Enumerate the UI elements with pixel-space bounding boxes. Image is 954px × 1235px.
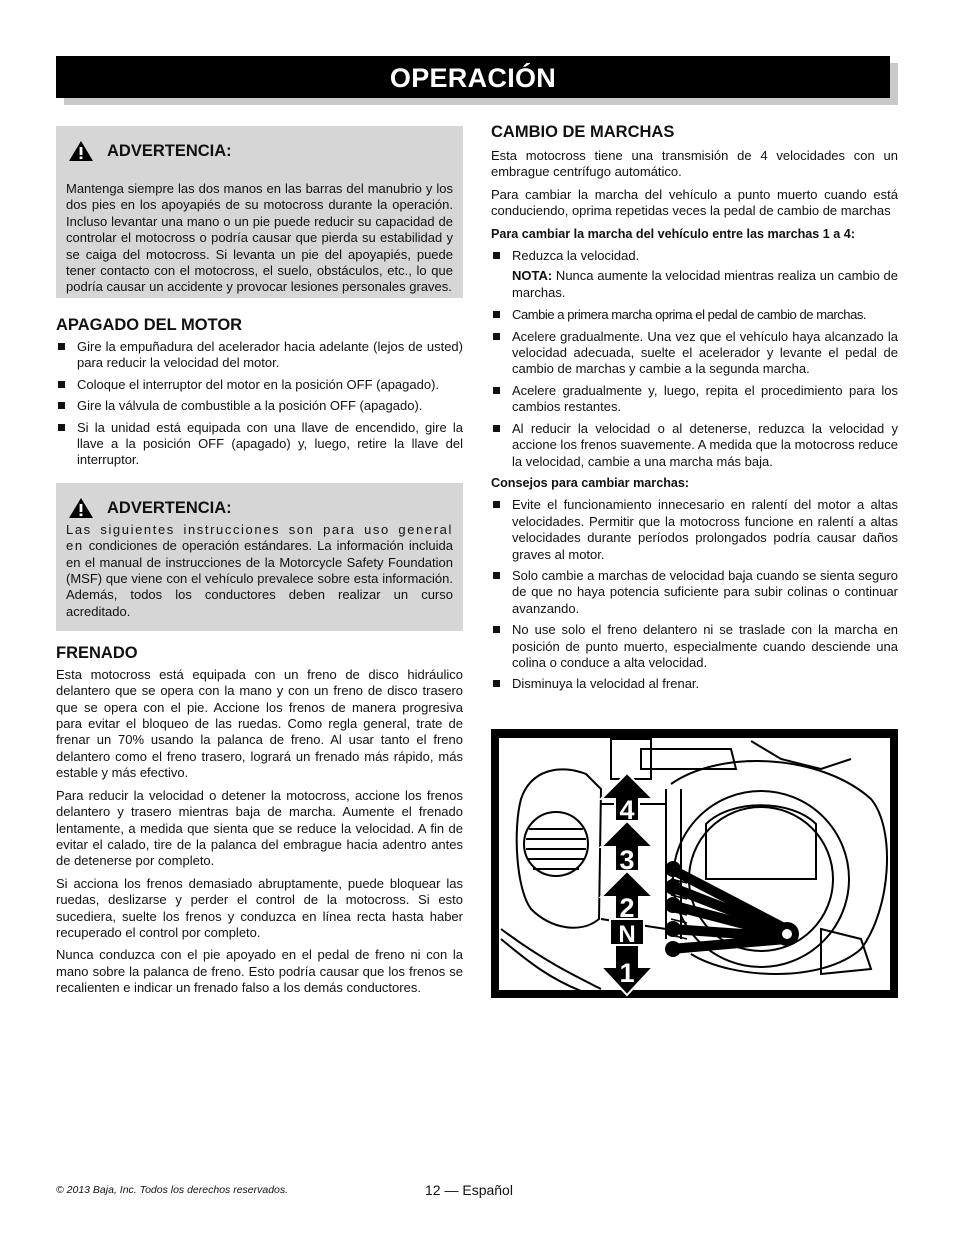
list-item: Acelere gradualmente y, luego, repita el procedimiento para los cambios restantes. (491, 383, 898, 416)
warning-label: ADVERTENCIA: (107, 498, 232, 517)
page-number: 12 — Español (425, 1182, 513, 1198)
apagado-list (56, 339, 463, 469)
warning-header (66, 497, 453, 519)
copyright: © 2013 Baja, Inc. Todos los derechos reservados. (56, 1184, 289, 1196)
list-item: Si la unidad está equipada con una llave de encendido, gire la llave a la posición OFF (apagado) y, luego, retire la llave del interruptor. (56, 420, 463, 469)
warning-text: Mantenga siempre las dos manos en las barras del manubrio y los dos pies en los apoyapiés de su motocross durante la operación. Incluso levantar una mano o un pie puede reducir su capacidad de controlar el motocross o podría causar que pierda su estabilidad y se caiga del motocross. Si levanta un pie del apoyapiés, puede tener contacto con el motocross, el suelo, obstáculos, etc., lo que podría causar un accidente y provocar lesiones personales graves. (66, 181, 453, 295)
list-item: Al reducir la velocidad o al detenerse, reduzca la velocidad y accione los frenos suavemente. A medida que la motocross reduce la velocidad, cambie a una marcha más baja. (491, 421, 898, 470)
right-column (491, 122, 898, 698)
warning-text-line1: Las siguientes instrucciones son para uso general en (66, 521, 453, 554)
subheading-consejos: Consejos para cambiar marchas: (491, 475, 690, 490)
list-item: Acelere gradualmente. Una vez que el vehículo haya alcanzado la velocidad adecuada, suelte el acelerador y levante el pedal de cambio de marchas y cambie a la segunda marcha. (491, 329, 898, 378)
warning-triangle-icon (68, 140, 94, 162)
warning-box-hands (56, 126, 463, 298)
cambio-paragraph: Para cambiar la marcha del vehículo a punto muerto cuando está conduciendo, oprima repetidas veces la pedal de cambio de marchas (491, 186, 898, 219)
list-item: No use solo el freno delantero ni se traslade con la marcha en posición de punto muerto, especialmente cuando desciende una colina o conduce a alta velocidad. (491, 622, 898, 671)
warning-header (66, 140, 453, 162)
list-item: Evite el funcionamiento innecesario en ralentí del motor a altas velocidades. Permitir que la motocross funcione en ralentí a altas velocidades durante períodos prolongados podría causar daños graves al motor. (491, 497, 898, 563)
gear-label: 3 (619, 845, 635, 875)
warning-text-rest: condiciones de operación estándares. La información incluida en el manual de instrucciones de la Motorcycle Safety Foundation (MSF) que viene con el vehículo prevalece sobre esta información. Además, todos los conductores deben realizar un curso acreditado. (66, 538, 453, 619)
gear-label: 2 (619, 893, 635, 923)
page-title: OPERACIÓN (56, 56, 890, 98)
frenado-paragraph: Si acciona los frenos demasiado abruptamente, puede bloquear las ruedas, deslizarse y perder el control de la motocross. Si esto sucediera, suelte los frenos y conduzca en línea recta hasta haber recuperado el control por completo. (56, 875, 463, 940)
list-item: Cambie a primera marcha oprima el pedal de cambio de marchas. (491, 307, 898, 323)
list-item: Disminuya la velocidad al frenar. (491, 676, 898, 692)
cambio-steps (491, 307, 898, 470)
list-item: Gire la válvula de combustible a la posición OFF (apagado). (56, 398, 463, 414)
list-item: Coloque el interruptor del motor en la posición OFF (apagado). (56, 377, 463, 393)
gear-shift-drawing (491, 729, 898, 998)
section-heading-cambio: CAMBIO DE MARCHAS (491, 123, 675, 141)
note (512, 268, 898, 301)
warning-box-general (56, 483, 463, 631)
cambio-list (491, 248, 898, 264)
gear-label: 4 (619, 795, 635, 825)
frenado-paragraph: Nunca conduzca con el pie apoyado en el pedal de freno ni con la mano sobre la palanca de freno. Esto podría causar que los frenos se recalienten e indicar un frenado falso a los demás conductores. (56, 947, 463, 996)
warning-triangle-icon (68, 497, 94, 519)
frenado-paragraph: Esta motocross está equipada con un freno de disco hidráulico delantero que se opera con la mano y con un freno de disco trasero que se opera con el pie. Accione los frenos de manera progresiva para evitar el bloqueo de las ruedas. Como regla general, trate de frenar un 70% usando la palanca de freno. Al usar tanto el freno delantero como el freno trasero, logrará un frenado más rápido, más estable y más efectivo. (56, 666, 463, 781)
left-column (56, 126, 463, 1003)
tips-list (491, 497, 898, 692)
cambio-paragraph: Esta motocross tiene una transmisión de 4 velocidades con un embrague centrífugo automático. (491, 148, 898, 180)
gear-label: 1 (619, 958, 635, 988)
subheading-marchas: Para cambiar la marcha del vehículo entre las marchas 1 a 4: (491, 226, 856, 241)
gear-shift-illustration (491, 729, 898, 998)
warning-text (66, 522, 453, 620)
warning-label: ADVERTENCIA: (107, 141, 232, 160)
note-text: Nunca aumente la velocidad mientras realiza un cambio de marchas. (512, 268, 898, 300)
gear-label: N (618, 921, 636, 948)
list-item: Solo cambie a marchas de velocidad baja cuando se sienta seguro de que no haya potencia suficiente para subir colinas o continuar avanzando. (491, 568, 898, 617)
section-heading-apagado: APAGADO DEL MOTOR (56, 316, 243, 334)
section-heading-frenado: FRENADO (56, 643, 138, 662)
list-item: Gire la empuñadura del acelerador hacia adelante (lejos de usted) para reducir la velocidad del motor. (56, 339, 463, 372)
note-label: NOTA: (512, 268, 553, 284)
list-item: Reduzca la velocidad. (491, 248, 898, 264)
frenado-paragraph: Para reducir la velocidad o detener la motocross, accione los frenos delantero y trasero mientras baja de marcha. Aumente el frenado lentamente, a medida que sienta que se reduce la velocidad. A fin de evitar el calado, tire de la palanca del embrague hacia adentro antes de detenerse por completo. (56, 787, 463, 869)
